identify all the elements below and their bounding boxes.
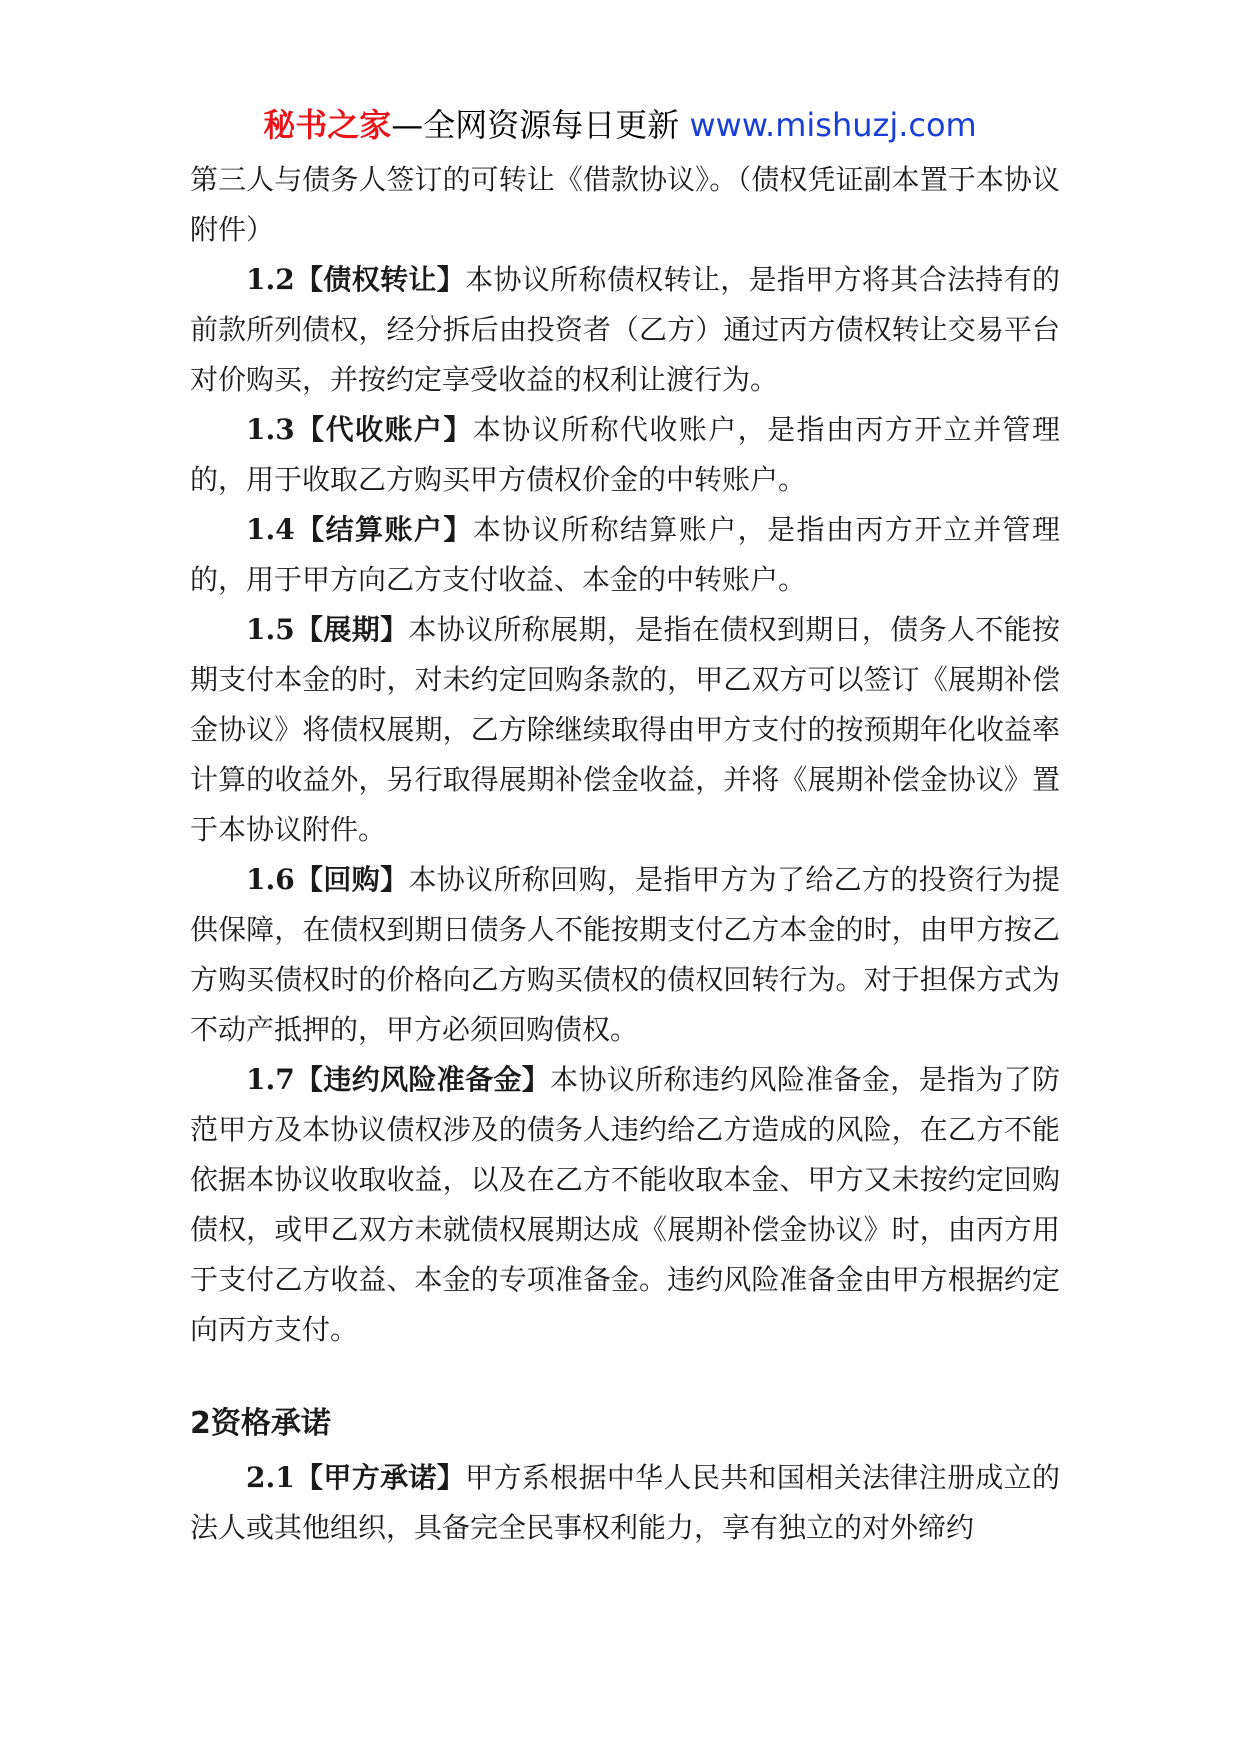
banner-brand: 秘书之家 (263, 106, 392, 144)
clause-term: 【展期】 (294, 613, 409, 646)
clause-number: 1.2 (246, 263, 295, 296)
clause-1-4 (190, 505, 1060, 605)
clause-text: 本协议所称回购，是指甲方为了给乙方的投资行为提供保障，在债权到期日债务人不能按期支付乙方本金的时，由甲方按乙方购买债权时的价格向乙方购买债权的债权回转行为。对于担保方式为不动产抵押的，甲方必须回购债权。 (190, 863, 1060, 1046)
clause-term: 【债权转让】 (294, 263, 466, 296)
clause-text: 本协议所称代收账户，是指由丙方开立并管理的，用于收取乙方购买甲方债权价金的中转账户。 (190, 413, 1060, 496)
clause-number: 1.7 (246, 1063, 295, 1096)
clause-text: 本协议所称违约风险准备金，是指为了防范甲方及本协议债权涉及的债务人违约给乙方造成的风险，在乙方不能依据本协议收取收益，以及在乙方不能收取本金、甲方又未按约定回购债权，或甲乙双方未就债权展期达成《展期补偿金协议》时，由丙方用于支付乙方收益、本金的专项准备金。违约风险准备金由甲方根据约定向丙方支付。 (190, 1063, 1060, 1346)
clause-text: 甲方系根据中华人民共和国相关法律注册成立的法人或其他组织，具备完全民事权利能力，享有独立的对外缔约 (190, 1461, 1060, 1544)
banner-tagline: —全网资源每日更新 (391, 106, 680, 144)
clause-number: 2.1 (246, 1461, 295, 1494)
clause-term: 【甲方承诺】 (294, 1461, 466, 1494)
clause-term: 【违约风险准备金】 (294, 1063, 551, 1096)
clause-text: 本协议所称展期，是指在债权到期日，债务人不能按期支付本金的时，对未约定回购条款的，甲乙双方可以签订《展期补偿金协议》将债权展期，乙方除继续取得由甲方支付的按预期年化收益率计算的收益外，另行取得展期补偿金收益，并将《展期补偿金协议》置于本协议附件。 (190, 613, 1060, 846)
banner-url-link[interactable]: www.mishuzj.com (689, 106, 977, 144)
paragraph-text: 第三人与债务人签订的可转让《借款协议》。（债权凭证副本置于本协议附件） (190, 163, 1060, 246)
clause-1-3 (190, 405, 1060, 505)
clause-2-1 (190, 1453, 1060, 1553)
clause-term: 【结算账户】 (294, 513, 473, 546)
clause-term: 【代收账户】 (294, 413, 473, 446)
clause-1-6 (190, 855, 1060, 1055)
section-2-heading: 2资格承诺 (190, 1406, 331, 1441)
clause-number: 1.6 (246, 863, 295, 896)
clause-1-2 (190, 255, 1060, 405)
clause-number: 1.3 (246, 413, 295, 446)
clause-text: 本协议所称结算账户，是指由丙方开立并管理的，用于甲方向乙方支付收益、本金的中转账户。 (190, 513, 1060, 596)
clause-number: 1.5 (246, 613, 295, 646)
clause-number: 1.4 (246, 513, 295, 546)
clause-1-5 (190, 605, 1060, 855)
clause-text: 本协议所称债权转让，是指甲方将其合法持有的前款所列债权，经分拆后由投资者（乙方）通过丙方债权转让交易平台对价购买，并按约定享受收益的权利让渡行为。 (190, 263, 1060, 396)
clause-1-7 (190, 1055, 1060, 1355)
clause-term: 【回购】 (294, 863, 409, 896)
paragraph-1-1-cont (190, 155, 1060, 255)
site-banner (0, 103, 1240, 147)
document-body (190, 155, 1060, 1553)
